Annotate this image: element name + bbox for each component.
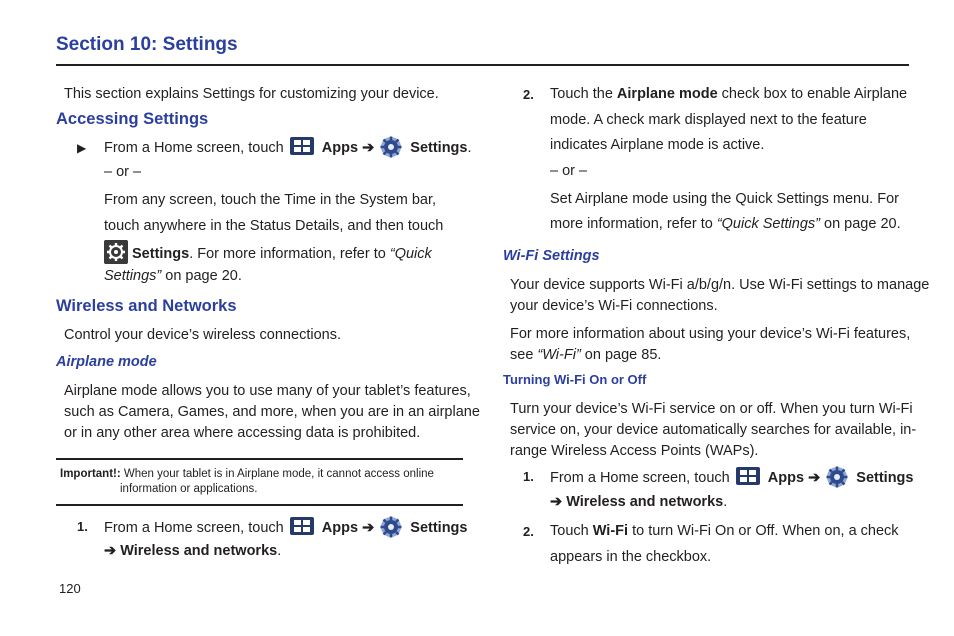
note-bottom-rule [56,504,463,506]
apps-label: Apps [321,520,359,536]
wireless-desc: Control your device’s wireless connections. [64,327,341,343]
wireless-networks-label: Wireless and networks [120,543,278,559]
settings-label: Settings [410,140,468,156]
settings-gear-icon [380,516,402,538]
airplane-para-line1: Airplane mode allows you to use many of your tablet’s features, [64,383,471,399]
period: . [723,494,728,510]
page-ref: on page 20. [161,268,242,284]
airplane-step2-line1 [550,84,907,105]
period: . [467,140,472,156]
turn-para-line2: service on, your device automatically searches for available, in- [510,422,917,438]
settings-label: Settings [856,470,914,486]
page-ref: on page 20. [819,216,901,232]
wifi-para1-line1: Your device supports Wi-Fi a/b/g/n. Use Wi-Fi settings to manage [510,277,930,293]
wifi-step1-line2 [550,492,727,513]
refer-text: more information, refer to [550,216,717,232]
quick-settings-ref-cont[interactable]: Settings” [104,268,162,284]
step-number: 1. [523,469,534,484]
important-text-line2: information or applications. [120,483,258,495]
settings-label: Settings [132,246,190,262]
step-text: From a Home screen, touch [550,470,730,486]
airplane-step2-line2: mode. A check mark displayed next to the feature [550,112,867,128]
apps-icon [736,467,760,485]
airplane-step1-line2 [104,541,281,562]
step-number: 2. [523,87,534,102]
wifi-step2-line2: appears in the checkbox. [550,549,712,565]
wifi-ref[interactable]: “Wi-Fi” [537,347,581,363]
accessing-line2: From any screen, touch the Time in the System bar, [104,192,437,208]
page-number: 120 [59,581,81,596]
step-text: Touch the [550,86,617,102]
settings-gear-icon [104,240,128,264]
arrow-icon: ➔ [550,494,563,510]
airplane-step2-line5 [550,214,901,235]
wifi-step1-line1 [550,466,913,489]
or-separator: – or – [104,164,142,180]
apps-icon [290,137,314,155]
or-separator: – or – [550,163,588,179]
bullet-icon: ▶ [77,141,87,155]
quick-settings-ref[interactable]: “Quick Settings” [716,216,820,232]
section-title: Section 10: Settings [56,34,238,55]
wifi-settings-heading: Wi-Fi Settings [503,248,600,264]
apps-label: Apps [767,470,805,486]
arrow-icon: ➔ [104,543,117,559]
accessing-settings-heading: Accessing Settings [56,110,209,128]
apps-label: Apps [321,140,359,156]
see-text: see [510,347,538,363]
wireless-networks-heading: Wireless and Networks [56,297,237,315]
settings-gear-icon [380,136,402,158]
wifi-step2-line1 [550,521,899,542]
wifi-para2-line1: For more information about using your device’s Wi-Fi features, [510,326,911,342]
arrow-icon: ➔ [362,140,375,156]
step-number: 1. [77,519,88,534]
step-text: check box to enable Airplane [717,86,908,102]
wifi-label: Wi-Fi [592,523,629,539]
settings-label: Settings [410,520,468,536]
title-rule [56,64,909,66]
period: . [277,543,282,559]
apps-icon [290,517,314,535]
wifi-para1-line2: your device’s Wi-Fi connections. [510,298,718,314]
accessing-line5 [104,266,242,287]
page-ref: on page 85. [580,347,662,363]
quick-settings-ref[interactable]: “Quick [389,246,432,262]
airplane-para-line3: or in any other area where accessing data is prohibited. [64,425,421,441]
note-top-rule [56,458,463,460]
important-text-line1: When your tablet is in Airplane mode, it cannot access online [123,468,434,480]
airplane-mode-heading: Airplane mode [56,354,157,370]
step-number: 2. [523,524,534,539]
turning-wifi-heading: Turning Wi-Fi On or Off [503,372,647,387]
airplane-step2-line4: Set Airplane mode using the Quick Settings menu. For [550,191,899,207]
accessing-line3: touch anywhere in the Status Details, and then touch [104,218,444,234]
important-label: Important!: [60,468,121,480]
refer-text: . For more information, refer to [189,246,390,262]
wireless-networks-label: Wireless and networks [566,494,724,510]
intro-text: This section explains Settings for customizing your device. [64,86,439,102]
settings-gear-icon [826,466,848,488]
accessing-step-line1 [104,136,472,159]
arrow-icon: ➔ [362,520,375,536]
airplane-mode-label: Airplane mode [616,86,718,102]
turn-para-line1: Turn your device’s Wi-Fi service on or off. When you turn Wi-Fi [510,401,913,417]
airplane-para-line2: such as Camera, Games, and more, when you are in an airplane [64,404,480,420]
accessing-line4 [104,240,432,265]
airplane-step2-line3: indicates Airplane mode is active. [550,137,765,153]
arrow-icon: ➔ [808,470,821,486]
wifi-para2-line2 [510,345,661,366]
step-text: Touch [550,523,593,539]
step-text: to turn Wi-Fi On or Off. When on, a check [628,523,899,539]
turn-para-line3: range Wireless Access Points (WAPs). [510,443,759,459]
important-note [60,467,434,482]
step-text: From a Home screen, touch [104,520,284,536]
step-text: From a Home screen, touch [104,140,284,156]
airplane-step1-line1 [104,516,467,539]
